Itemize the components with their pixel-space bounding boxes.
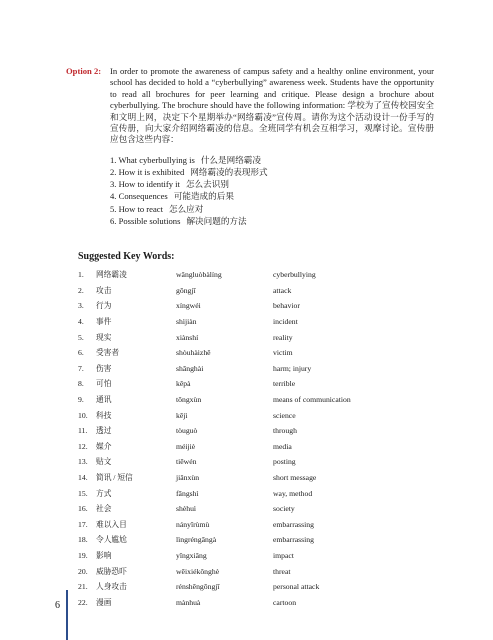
keyword-number: 22. — [78, 597, 88, 607]
table-row — [78, 532, 351, 548]
keyword-hanzi: 贴文 — [96, 457, 112, 467]
keyword-number: 10. — [78, 410, 88, 420]
keyword-hanzi: 社会 — [96, 504, 112, 514]
keyword-english: embarrassing — [273, 519, 314, 529]
keyword-number: 17. — [78, 519, 88, 529]
table-row — [78, 423, 351, 439]
keyword-english: through — [273, 426, 297, 436]
table-row — [78, 454, 351, 470]
keyword-pinyin: wēixiékǒnghè — [176, 566, 220, 576]
keyword-english: personal attack — [273, 582, 320, 592]
keyword-pinyin: kěpà — [176, 379, 191, 389]
keyword-number: 9. — [78, 395, 84, 405]
table-row — [78, 283, 351, 299]
keyword-number: 4. — [78, 317, 84, 327]
keyword-number: 12. — [78, 441, 88, 451]
table-row — [78, 501, 351, 517]
keyword-number: 21. — [78, 582, 88, 592]
keyword-hanzi: 简讯 / 短信 — [96, 473, 133, 483]
keyword-english: victim — [273, 348, 293, 358]
table-row — [78, 485, 351, 501]
keyword-hanzi: 可怕 — [96, 379, 112, 389]
keyword-english: terrible — [273, 379, 296, 389]
keyword-english: incident — [273, 317, 298, 327]
keyword-hanzi: 媒介 — [96, 441, 112, 451]
keyword-hanzi: 科技 — [96, 410, 112, 420]
keyword-english: science — [273, 410, 296, 420]
keyword-english: cartoon — [273, 597, 297, 607]
table-row — [78, 517, 351, 533]
keyword-pinyin: kējì — [176, 410, 188, 420]
table-row — [78, 314, 351, 330]
list-item: 5. How to react 怎么应对 — [110, 203, 204, 214]
keyword-pinyin: fāngshì — [176, 488, 199, 498]
keyword-hanzi: 透过 — [96, 426, 112, 436]
table-row — [78, 470, 351, 486]
keyword-english: short message — [273, 473, 317, 483]
keyword-english: reality — [273, 332, 293, 342]
keyword-english: threat — [273, 566, 291, 576]
keyword-number: 19. — [78, 550, 88, 560]
option-text: In order to promote the awareness of campus safety and a healthy online environment, your school has decided to hold a “cyberbullying” awareness week. Students have the opportunity to read all brochures for peer learning and critique. Please design a brochure about cyberbullying. The brochure should have the following information: 学校为了宣传校园安全和文明上网，决定下个星期举办“网络霸凌”宣传周。请你为这个活动设计一份手写的宣传册，向大家介绍网络霸凌的信息。全班同学有机会互相学习，观摩讨论。宣传册应包含这些内容： — [110, 66, 434, 145]
keyword-hanzi: 攻击 — [96, 285, 112, 295]
option-instructions — [110, 66, 434, 146]
keyword-english: way, method — [273, 488, 313, 498]
keyword-pinyin: jiǎnxùn — [176, 473, 200, 483]
keyword-number: 1. — [78, 270, 84, 280]
page-number: 6 — [55, 600, 60, 611]
table-row — [78, 563, 351, 579]
keyword-number: 15. — [78, 488, 88, 498]
keyword-hanzi: 现实 — [96, 332, 112, 342]
keyword-pinyin: méijiè — [176, 441, 196, 451]
keyword-english: attack — [273, 285, 292, 295]
keyword-pinyin: yǐngxiǎng — [176, 550, 207, 560]
keyword-hanzi: 通讯 — [96, 395, 112, 405]
keyword-english: posting — [273, 457, 296, 467]
keyword-number: 14. — [78, 473, 88, 483]
keyword-pinyin: mànhuà — [176, 597, 201, 607]
keyword-number: 8. — [78, 379, 84, 389]
table-row — [78, 439, 351, 455]
keyword-number: 11. — [78, 426, 88, 436]
keyword-english: harm; injury — [273, 363, 312, 373]
keyword-pinyin: rénshēngōngjī — [176, 582, 220, 592]
option-label: Option 2: — [66, 66, 102, 76]
keyword-number: 6. — [78, 348, 84, 358]
table-row — [78, 594, 351, 610]
keyword-pinyin: wǎngluòbàlíng — [176, 270, 222, 280]
keyword-hanzi: 漫画 — [96, 597, 112, 607]
keyword-pinyin: lìngréngāngà — [176, 535, 217, 545]
table-row — [78, 579, 351, 595]
list-item: 4. Consequences 可能造成的后果 — [110, 191, 234, 202]
keyword-hanzi: 难以入目 — [96, 519, 127, 529]
table-row — [78, 392, 351, 408]
keyword-english: society — [273, 504, 295, 514]
keyword-english: media — [273, 441, 292, 451]
keyword-pinyin: tiēwén — [176, 457, 197, 467]
table-row — [78, 548, 351, 564]
keyword-number: 20. — [78, 566, 88, 576]
keyword-pinyin: tōngxùn — [176, 395, 202, 405]
keyword-pinyin: shèhuì — [176, 504, 197, 514]
keyword-number: 3. — [78, 301, 84, 311]
keyword-number: 5. — [78, 332, 84, 342]
table-row — [78, 361, 351, 377]
keyword-hanzi: 行为 — [96, 301, 112, 311]
keyword-pinyin: shìjiàn — [176, 317, 197, 327]
keyword-number: 13. — [78, 457, 88, 467]
table-row — [78, 329, 351, 345]
keyword-pinyin: nányǐrùmù — [176, 519, 210, 529]
keyword-pinyin: xiànshí — [176, 332, 199, 342]
keyword-number: 7. — [78, 363, 84, 373]
list-item: 2. How it is exhibited 网络霸凌的表现形式 — [110, 167, 268, 178]
page-margin-rule — [66, 590, 68, 640]
keyword-english: cyberbullying — [273, 270, 316, 280]
key-words-table — [78, 267, 351, 610]
brochure-content-list — [110, 155, 434, 228]
option-section — [66, 66, 434, 228]
keyword-english: means of communication — [273, 395, 351, 405]
keyword-number: 2. — [78, 285, 84, 295]
table-row — [78, 267, 351, 283]
keyword-hanzi: 令人尴尬 — [96, 535, 127, 545]
keyword-hanzi: 事件 — [96, 317, 112, 327]
keyword-pinyin: gōngjī — [176, 285, 196, 295]
keyword-hanzi: 受害者 — [96, 348, 120, 358]
keyword-pinyin: tòuguò — [176, 426, 198, 436]
keyword-hanzi: 网络霸凌 — [96, 270, 127, 280]
table-row — [78, 298, 351, 314]
keyword-number: 16. — [78, 504, 88, 514]
keyword-english: impact — [273, 550, 294, 560]
keyword-pinyin: shānghài — [176, 363, 204, 373]
keyword-english: behavior — [273, 301, 300, 311]
keyword-hanzi: 影响 — [96, 550, 112, 560]
key-words-heading: Suggested Key Words: — [78, 251, 175, 262]
list-item: 1. What cyberbullying is 什么是网络霸凌 — [110, 154, 261, 165]
keyword-english: embarrassing — [273, 535, 314, 545]
list-item: 3. How to identify it 怎么去识别 — [110, 179, 229, 190]
table-row — [78, 345, 351, 361]
table-row — [78, 376, 351, 392]
list-item: 6. Possible solutions 解决问题的方法 — [110, 215, 247, 226]
keyword-hanzi: 伤害 — [96, 363, 112, 373]
keyword-pinyin: xíngwéi — [176, 301, 201, 311]
table-row — [78, 407, 351, 423]
keyword-hanzi: 威胁恐吓 — [96, 566, 127, 576]
keyword-hanzi: 方式 — [96, 488, 112, 498]
keyword-hanzi: 人身攻击 — [96, 582, 127, 592]
keyword-pinyin: shòuhàizhě — [176, 348, 211, 358]
keyword-number: 18. — [78, 535, 88, 545]
